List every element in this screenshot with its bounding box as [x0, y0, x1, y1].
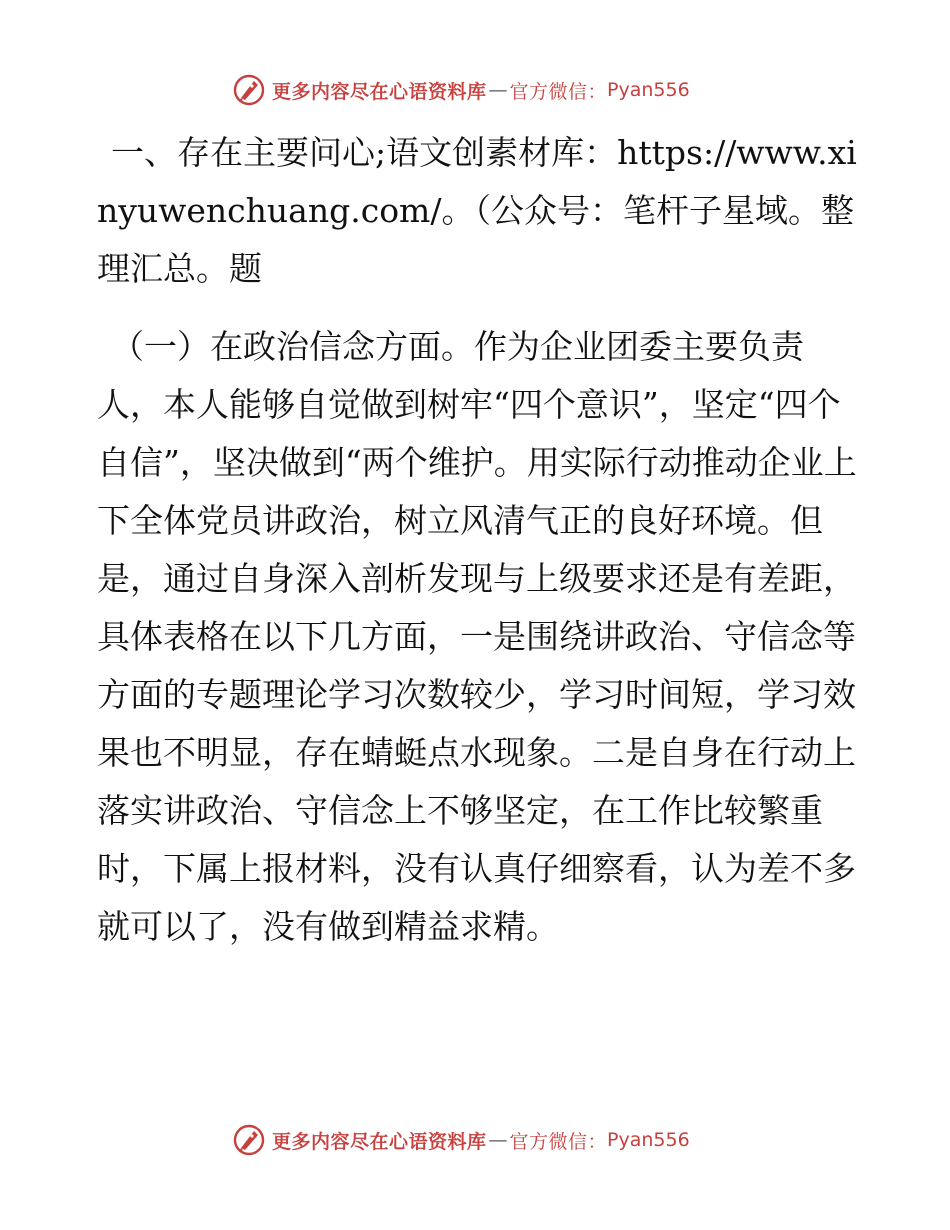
- banner-wechat-id: Pyan556: [607, 79, 690, 101]
- document-body: [97, 124, 857, 956]
- pen-nib-logo-icon: [232, 73, 266, 107]
- banner-wechat-id: Pyan556: [607, 1129, 690, 1151]
- pen-nib-logo-icon: [232, 1123, 266, 1157]
- banner-wechat-label: 官方微信：: [509, 80, 608, 103]
- banner-main-text: 更多内容尽在心语资料库: [272, 80, 487, 103]
- body-paragraph: （一）在政治信念方面。作为企业团委主要负责人，本人能够自觉做到树牢“四个意识”，坚定“四个自信”，坚决做到“两个维护。用实际行动推动企业上下全体党员讲政治，树立风清气正的良好环境。但是，通过自身深入剖析发现与上级要求还是有差距，具体表格在以下几方面，一是围绕讲政治、守信念等方面的专题理论学习次数较少，学习时间短，学习效果也不明显，存在蜻蜓点水现象。二是自身在行动上落实讲政治、守信念上不够坚定，在工作比较繁重时，下属上报材料，没有认真仔细察看，认为差不多就可以了，没有做到精益求精。: [97, 327, 857, 946]
- header-banner: [232, 70, 690, 110]
- banner-separator: —: [488, 1129, 508, 1151]
- banner-separator: —: [488, 79, 508, 101]
- footer-banner: [232, 1120, 690, 1160]
- banner-main-text: 更多内容尽在心语资料库: [272, 1130, 487, 1153]
- section-heading: 一、存在主要问心;语文创素材库：https://www.xinyuwenchuang.com/。（公众号：笔杆子星域。整理汇总。题: [97, 133, 857, 288]
- banner-wechat-label: 官方微信：: [509, 1130, 608, 1153]
